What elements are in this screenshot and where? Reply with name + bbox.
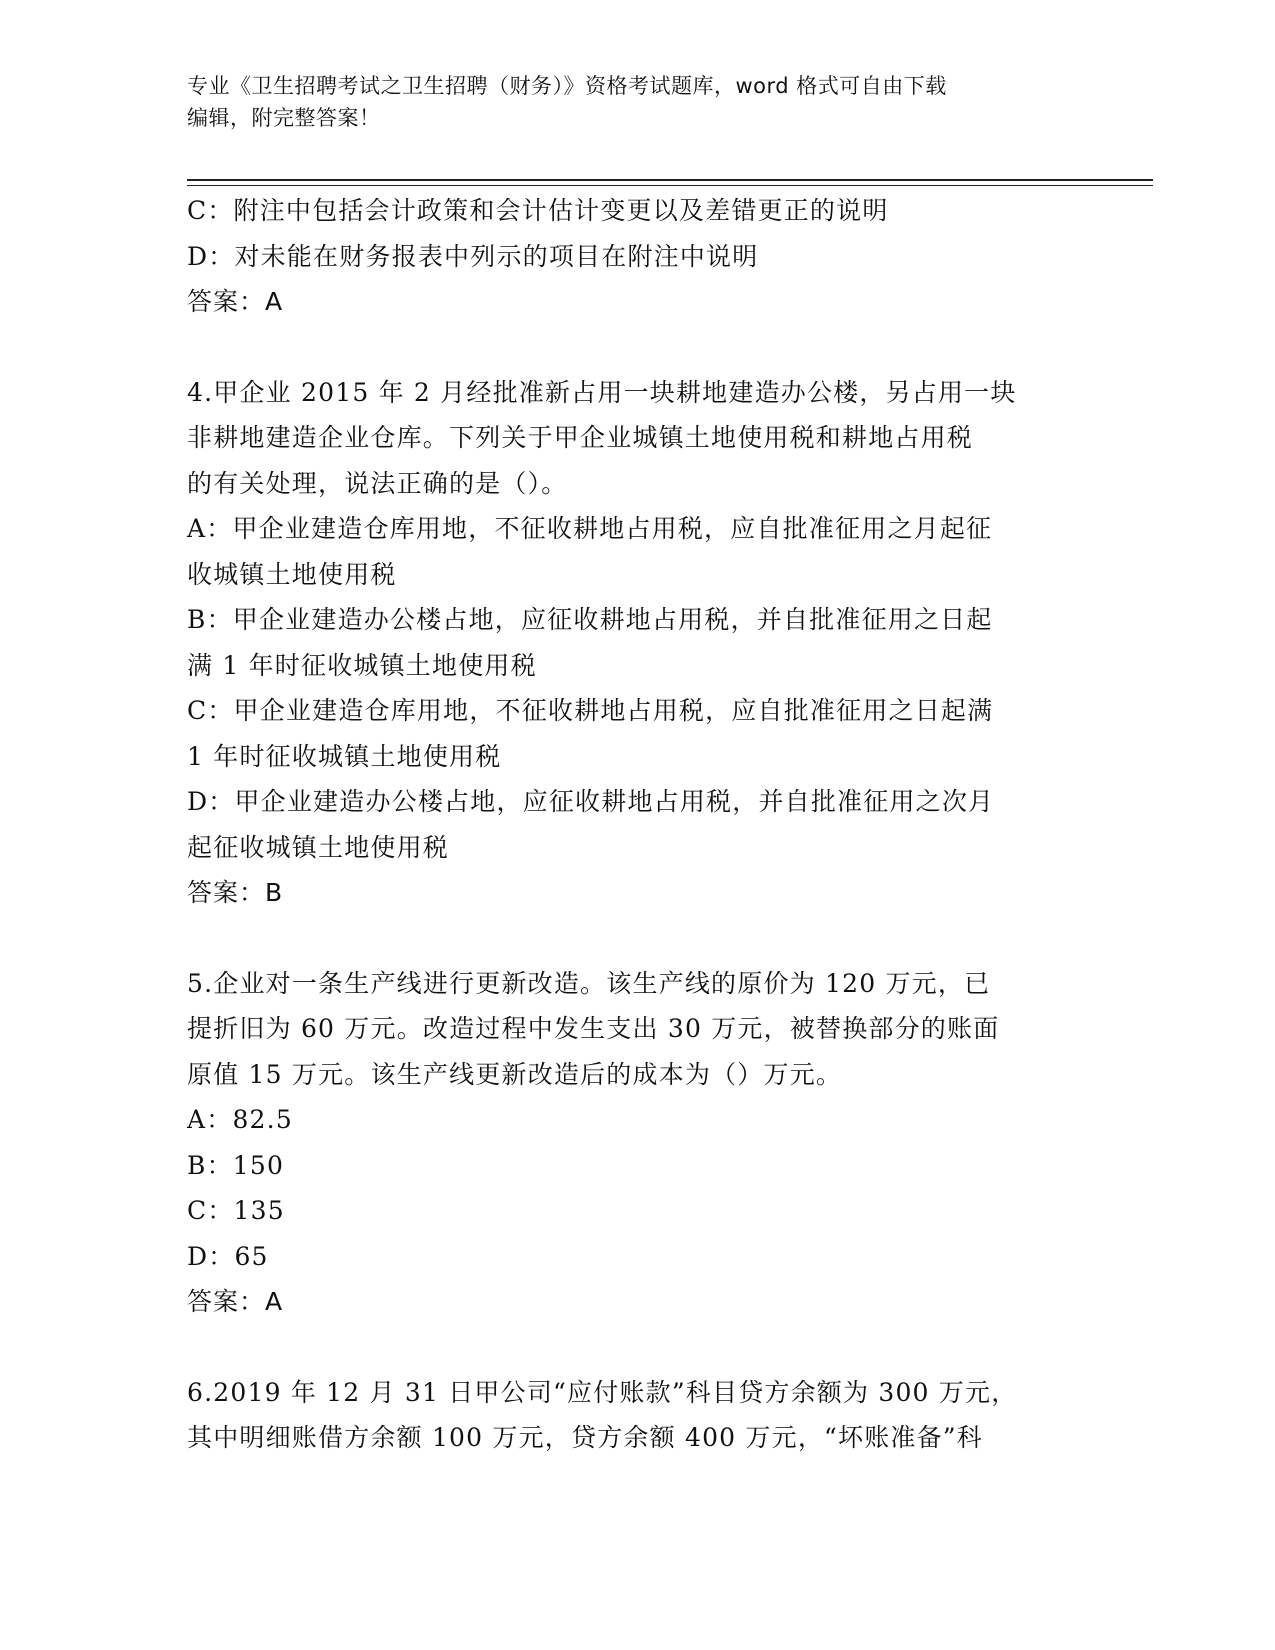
- spacer: [187, 325, 1087, 370]
- option-c: C：135: [187, 1196, 285, 1225]
- question-stem: 6.2019 年 12 月 31 日甲公司“应付账款”科目贷方余额为 300 万元，: [187, 1377, 1018, 1407]
- header-divider: [187, 179, 1153, 181]
- option-a: A：甲企业建造仓库用地，不征收耕地占用税，应自批准征用之月起征: [187, 514, 993, 543]
- spacer: [187, 916, 1087, 961]
- answer-label: 答案：A: [187, 287, 284, 316]
- header-divider: [187, 185, 1153, 186]
- option-c: C：甲企业建造仓库用地，不征收耕地占用税，应自批准征用之日起满: [187, 696, 994, 725]
- option-b: B：甲企业建造办公楼占地，应征收耕地占用税，并自批准征用之日起: [187, 605, 993, 634]
- option-d: D：甲企业建造办公楼占地，应征收耕地占用税，并自批准征用之次月: [187, 787, 995, 816]
- option-d: D：对未能在财务报表中列示的项目在附注中说明: [187, 241, 759, 271]
- question-5: [187, 961, 1087, 1325]
- question-stem: 5.企业对一条生产线进行更新改造。该生产线的原价为 120 万元，已: [187, 968, 991, 998]
- question-4: [187, 370, 1087, 916]
- option-b: 满 1 年时征收城镇土地使用税: [187, 650, 537, 680]
- answer-label: 答案：B: [187, 878, 284, 907]
- option-c: C：附注中包括会计政策和会计估计变更以及差错更正的说明: [187, 196, 889, 225]
- document-body: [187, 188, 1087, 1461]
- question-6: [187, 1370, 1087, 1461]
- answer-label: 答案：A: [187, 1287, 284, 1316]
- option-d: D：65: [187, 1241, 269, 1271]
- header-line: 专业《卫生招聘考试之卫生招聘（财务）》资格考试题库，word 格式可自由下载: [187, 74, 947, 98]
- question-stem: 非耕地建造企业仓库。下列关于甲企业城镇土地使用税和耕地占用税: [187, 423, 974, 452]
- question-3-tail: [187, 188, 1087, 325]
- document-header: [187, 70, 1067, 134]
- question-stem: 原值 15 万元。该生产线更新改造后的成本为（）万元。: [187, 1059, 843, 1089]
- option-d: 起征收城镇土地使用税: [187, 832, 450, 862]
- question-stem: 4.甲企业 2015 年 2 月经批准新占用一块耕地建造办公楼，另占用一块: [187, 377, 1017, 407]
- option-c: 1 年时征收城镇土地使用税: [187, 741, 502, 771]
- question-stem: 其中明细账借方余额 100 万元，贷方余额 400 万元，“坏账准备”科: [187, 1423, 983, 1452]
- option-b: B：150: [187, 1150, 285, 1180]
- question-stem: 提折旧为 60 万元。改造过程中发生支出 30 万元，被替换部分的账面: [187, 1014, 1000, 1043]
- spacer: [187, 1325, 1087, 1370]
- option-a: 收城镇土地使用税: [187, 559, 397, 589]
- question-stem: 的有关处理，说法正确的是（）。: [187, 468, 568, 498]
- option-a: A：82.5: [187, 1105, 293, 1134]
- header-line: 编辑，附完整答案！: [187, 106, 381, 130]
